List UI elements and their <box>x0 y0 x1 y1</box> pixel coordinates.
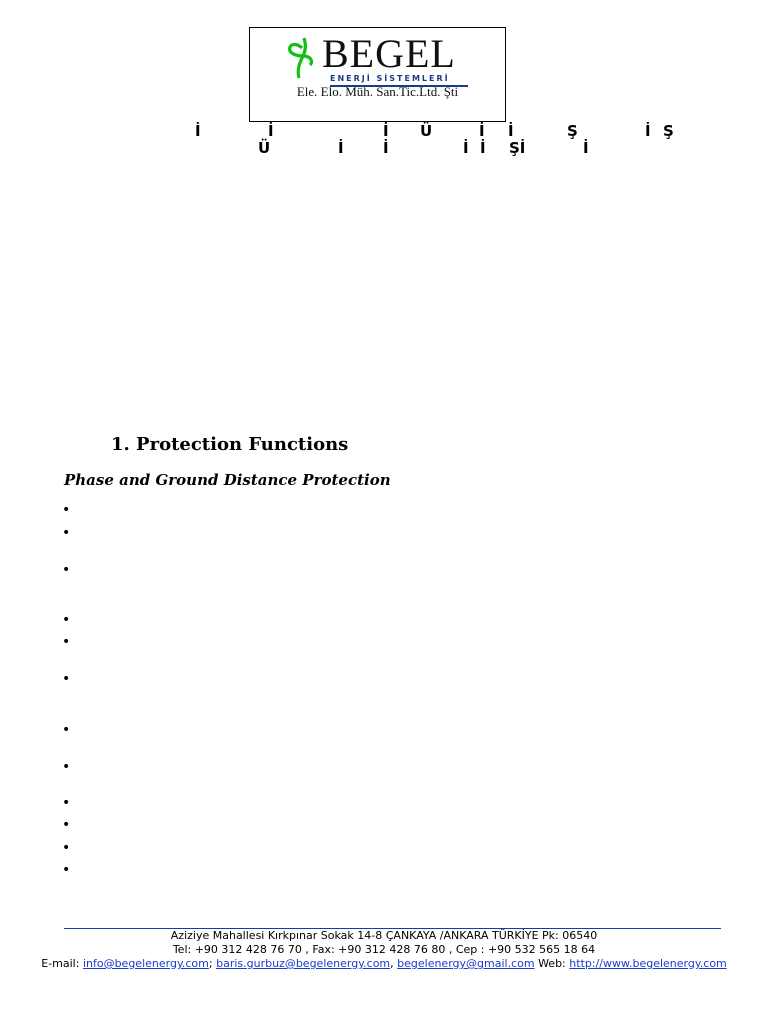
list-bullet: • <box>62 722 71 738</box>
section-title: 1. Protection Functions <box>111 434 349 455</box>
heading-char: İ <box>383 122 389 140</box>
phi-symbol-icon <box>284 36 318 80</box>
heading-char: İ <box>268 122 274 140</box>
list-bullet: • <box>62 671 71 687</box>
web-label: Web: <box>538 957 566 970</box>
list-bullet: • <box>62 862 71 878</box>
section-subtitle: Phase and Ground Distance Protection <box>64 471 391 489</box>
list-bullet: • <box>62 795 71 811</box>
web-link[interactable]: http://www.begelenergy.com <box>569 957 727 970</box>
list-bullet: • <box>62 759 71 775</box>
email-link-info[interactable]: info@begelenergy.com <box>82 957 209 970</box>
heading-char: Ş <box>663 122 674 140</box>
email-link-baris[interactable]: baris.gurbuz@begelenergy.com <box>216 957 391 970</box>
heading-char: İ <box>383 139 389 157</box>
footer-phones: Tel: +90 312 428 76 70 , Fax: +90 312 428 76 80 , Cep : +90 532 565 18 64 <box>172 943 596 956</box>
list-bullet: • <box>62 525 71 541</box>
heading-char: İ <box>479 122 485 140</box>
heading-char: İ <box>583 139 589 157</box>
heading-char: Ü <box>258 139 271 157</box>
list-bullet: • <box>62 634 71 650</box>
heading-char: Ü <box>420 122 433 140</box>
list-bullet: • <box>62 817 71 833</box>
separator: , <box>390 957 394 970</box>
email-link-gmail[interactable]: begelenergy@gmail.com <box>397 957 535 970</box>
list-bullet: • <box>62 502 71 518</box>
company-name: Ele. Elo. Müh. San.Tic.Ltd. Şti <box>296 84 459 99</box>
logo-wordmark: BEGEL <box>322 31 456 76</box>
heading-char: İ <box>480 139 486 157</box>
separator: ; <box>208 957 213 970</box>
list-bullet: • <box>62 840 71 856</box>
company-logo-box <box>249 27 506 122</box>
footer-contacts <box>0 957 768 971</box>
heading-char: İ <box>338 139 344 157</box>
heading-char: İ <box>195 122 201 140</box>
heading-char: Şİ <box>509 139 526 157</box>
heading-char: İ <box>463 139 469 157</box>
list-bullet: • <box>62 612 71 628</box>
footer-address: Aziziye Mahallesi Kırkpınar Sokak 14-8 ÇANKAYA /ANKARA TÜRKİYE Pk: 06540 <box>170 929 598 942</box>
heading-char: Ş <box>567 122 578 140</box>
logo-tagline: ENERJİ SİSTEMLERİ <box>330 74 468 87</box>
heading-char: İ <box>645 122 651 140</box>
list-bullet: • <box>62 562 71 578</box>
heading-char: İ <box>508 122 514 140</box>
email-label: E-mail: <box>41 957 80 970</box>
